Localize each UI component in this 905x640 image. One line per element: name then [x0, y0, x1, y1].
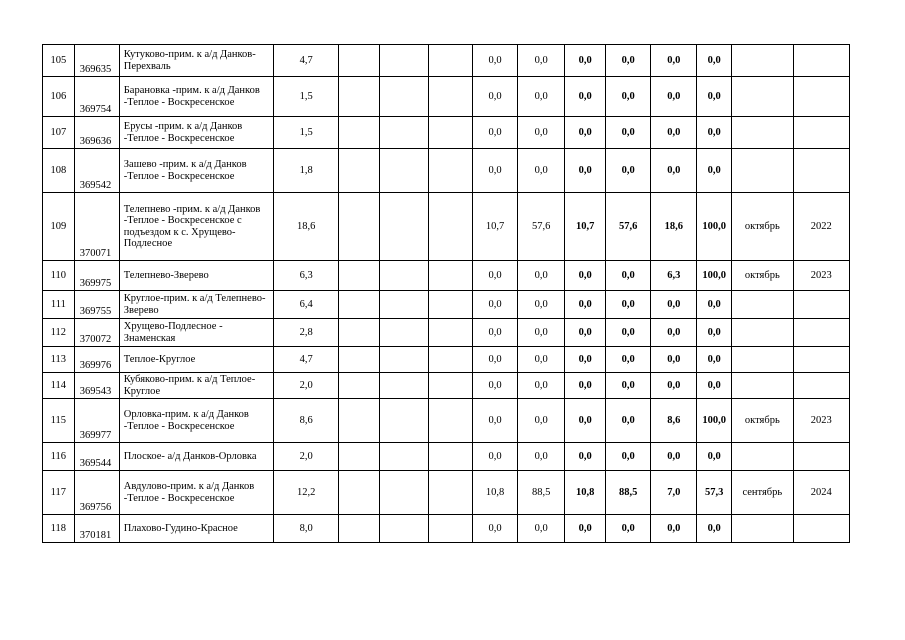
value-cell-bold: 0,0 — [565, 291, 606, 319]
repair-year — [793, 515, 849, 543]
value-cell-bold: 6,3 — [651, 261, 697, 291]
empty-cell — [379, 443, 428, 471]
value-cell-bold: 0,0 — [606, 319, 651, 347]
empty-cell — [379, 347, 428, 373]
value-cell-bold: 57,3 — [697, 471, 732, 515]
repair-month — [732, 45, 793, 77]
value-cell: 0,0 — [473, 261, 518, 291]
empty-cell — [379, 319, 428, 347]
road-length: 1,5 — [274, 77, 339, 117]
value-cell-bold: 0,0 — [697, 117, 732, 149]
road-code: 370071 — [74, 193, 119, 261]
value-cell-bold: 0,0 — [651, 77, 697, 117]
repair-year: 2023 — [793, 399, 849, 443]
value-cell-bold: 0,0 — [565, 117, 606, 149]
repair-month — [732, 443, 793, 471]
road-code: 370181 — [74, 515, 119, 543]
empty-cell — [429, 443, 473, 471]
value-cell: 0,0 — [473, 149, 518, 193]
value-cell: 0,0 — [518, 261, 565, 291]
empty-cell — [338, 515, 379, 543]
empty-cell — [429, 347, 473, 373]
repair-year — [793, 443, 849, 471]
road-code: 369975 — [74, 261, 119, 291]
empty-cell — [429, 193, 473, 261]
row-number: 110 — [43, 261, 75, 291]
repair-month: октябрь — [732, 399, 793, 443]
value-cell-bold: 0,0 — [565, 77, 606, 117]
value-cell-bold: 10,8 — [565, 471, 606, 515]
value-cell-bold: 0,0 — [697, 149, 732, 193]
road-length: 1,5 — [274, 117, 339, 149]
repair-year — [793, 319, 849, 347]
repair-year — [793, 291, 849, 319]
table-row — [43, 373, 850, 399]
value-cell-bold: 0,0 — [651, 515, 697, 543]
value-cell: 0,0 — [473, 291, 518, 319]
empty-cell — [379, 373, 428, 399]
road-length: 4,7 — [274, 45, 339, 77]
empty-cell — [429, 77, 473, 117]
empty-cell — [338, 193, 379, 261]
repair-month: октябрь — [732, 261, 793, 291]
table-body — [43, 45, 850, 543]
road-name: Теплое-Круглое — [119, 347, 274, 373]
road-code: 369636 — [74, 117, 119, 149]
value-cell-bold: 0,0 — [697, 515, 732, 543]
road-name: Телепнево-Зверево — [119, 261, 274, 291]
value-cell: 88,5 — [518, 471, 565, 515]
value-cell: 10,7 — [473, 193, 518, 261]
value-cell-bold: 0,0 — [697, 291, 732, 319]
value-cell-bold: 0,0 — [606, 291, 651, 319]
road-name: Хрущево-Подлесное - Знаменская — [119, 319, 274, 347]
empty-cell — [379, 515, 428, 543]
value-cell: 0,0 — [518, 399, 565, 443]
value-cell-bold: 10,7 — [565, 193, 606, 261]
repair-year: 2023 — [793, 261, 849, 291]
value-cell: 57,6 — [518, 193, 565, 261]
road-name: Зашево -прим. к а/д Данков -Теплое - Воскресенское — [119, 149, 274, 193]
value-cell-bold: 0,0 — [651, 443, 697, 471]
table-row — [43, 77, 850, 117]
empty-cell — [379, 77, 428, 117]
value-cell-bold: 0,0 — [606, 347, 651, 373]
empty-cell — [379, 291, 428, 319]
repair-month — [732, 319, 793, 347]
value-cell-bold: 0,0 — [606, 77, 651, 117]
value-cell-bold: 0,0 — [606, 515, 651, 543]
value-cell-bold: 0,0 — [651, 347, 697, 373]
value-cell-bold: 0,0 — [606, 149, 651, 193]
empty-cell — [429, 515, 473, 543]
table-row — [43, 443, 850, 471]
empty-cell — [338, 291, 379, 319]
road-length: 18,6 — [274, 193, 339, 261]
table-row — [43, 347, 850, 373]
row-number: 115 — [43, 399, 75, 443]
road-code: 369754 — [74, 77, 119, 117]
empty-cell — [429, 117, 473, 149]
empty-cell — [338, 261, 379, 291]
value-cell: 0,0 — [518, 347, 565, 373]
row-number: 117 — [43, 471, 75, 515]
value-cell-bold: 0,0 — [697, 319, 732, 347]
repair-year — [793, 149, 849, 193]
empty-cell — [429, 319, 473, 347]
value-cell-bold: 0,0 — [606, 261, 651, 291]
value-cell-bold: 0,0 — [651, 373, 697, 399]
value-cell: 0,0 — [518, 117, 565, 149]
value-cell-bold: 0,0 — [565, 45, 606, 77]
empty-cell — [379, 117, 428, 149]
value-cell-bold: 0,0 — [606, 45, 651, 77]
road-code: 370072 — [74, 319, 119, 347]
empty-cell — [379, 261, 428, 291]
repair-year — [793, 373, 849, 399]
repair-year — [793, 117, 849, 149]
table-row — [43, 193, 850, 261]
table-row — [43, 471, 850, 515]
value-cell: 0,0 — [473, 373, 518, 399]
road-code: 369542 — [74, 149, 119, 193]
road-length: 6,3 — [274, 261, 339, 291]
value-cell-bold: 0,0 — [565, 373, 606, 399]
road-length: 6,4 — [274, 291, 339, 319]
value-cell-bold: 0,0 — [651, 319, 697, 347]
table-row — [43, 399, 850, 443]
road-code: 369976 — [74, 347, 119, 373]
road-name: Орловка-прим. к а/д Данков -Теплое - Воскресенское — [119, 399, 274, 443]
empty-cell — [379, 193, 428, 261]
repair-year: 2022 — [793, 193, 849, 261]
value-cell: 10,8 — [473, 471, 518, 515]
road-code: 369755 — [74, 291, 119, 319]
empty-cell — [338, 347, 379, 373]
row-number: 105 — [43, 45, 75, 77]
value-cell-bold: 0,0 — [606, 399, 651, 443]
value-cell-bold: 0,0 — [565, 443, 606, 471]
road-code: 369756 — [74, 471, 119, 515]
value-cell: 0,0 — [473, 319, 518, 347]
road-length: 4,7 — [274, 347, 339, 373]
repair-month — [732, 117, 793, 149]
repair-month — [732, 77, 793, 117]
road-name: Плахово-Гудино-Красное — [119, 515, 274, 543]
table-row — [43, 117, 850, 149]
value-cell: 0,0 — [518, 373, 565, 399]
repair-month — [732, 347, 793, 373]
road-code: 369635 — [74, 45, 119, 77]
road-name: Кубяково-прим. к а/д Теплое-Круглое — [119, 373, 274, 399]
road-code: 369544 — [74, 443, 119, 471]
value-cell: 0,0 — [518, 77, 565, 117]
value-cell: 0,0 — [473, 45, 518, 77]
repair-month: сентябрь — [732, 471, 793, 515]
repair-month — [732, 373, 793, 399]
value-cell: 0,0 — [473, 117, 518, 149]
value-cell-bold: 0,0 — [697, 45, 732, 77]
value-cell-bold: 0,0 — [565, 399, 606, 443]
value-cell: 0,0 — [473, 515, 518, 543]
road-code: 369977 — [74, 399, 119, 443]
repair-year — [793, 347, 849, 373]
empty-cell — [429, 373, 473, 399]
road-name: Круглое-прим. к а/д Телепнево-Зверево — [119, 291, 274, 319]
value-cell-bold: 0,0 — [697, 443, 732, 471]
empty-cell — [338, 443, 379, 471]
value-cell-bold: 0,0 — [697, 77, 732, 117]
road-length: 2,0 — [274, 373, 339, 399]
value-cell-bold: 88,5 — [606, 471, 651, 515]
empty-cell — [379, 149, 428, 193]
value-cell-bold: 18,6 — [651, 193, 697, 261]
repair-month — [732, 515, 793, 543]
empty-cell — [379, 399, 428, 443]
road-name: Телепнево -прим. к а/д Данков -Теплое - Воскресенское с подъездом к с. Хрущево-Подлесное — [119, 193, 274, 261]
value-cell-bold: 0,0 — [651, 45, 697, 77]
value-cell-bold: 57,6 — [606, 193, 651, 261]
row-number: 107 — [43, 117, 75, 149]
value-cell-bold: 0,0 — [565, 319, 606, 347]
row-number: 111 — [43, 291, 75, 319]
empty-cell — [429, 291, 473, 319]
repair-year — [793, 77, 849, 117]
value-cell-bold: 0,0 — [697, 373, 732, 399]
road-length: 1,8 — [274, 149, 339, 193]
row-number: 108 — [43, 149, 75, 193]
row-number: 118 — [43, 515, 75, 543]
value-cell-bold: 0,0 — [697, 347, 732, 373]
repair-month: октябрь — [732, 193, 793, 261]
table-row — [43, 149, 850, 193]
empty-cell — [338, 471, 379, 515]
row-number: 113 — [43, 347, 75, 373]
repair-month — [732, 149, 793, 193]
value-cell-bold: 7,0 — [651, 471, 697, 515]
empty-cell — [429, 399, 473, 443]
value-cell: 0,0 — [473, 347, 518, 373]
value-cell-bold: 100,0 — [697, 193, 732, 261]
road-name: Кутуково-прим. к а/д Данков-Перехваль — [119, 45, 274, 77]
value-cell: 0,0 — [518, 45, 565, 77]
empty-cell — [429, 261, 473, 291]
row-number: 112 — [43, 319, 75, 347]
road-length: 8,6 — [274, 399, 339, 443]
value-cell-bold: 0,0 — [565, 149, 606, 193]
road-name: Плоское- а/д Данков-Орловка — [119, 443, 274, 471]
value-cell-bold: 0,0 — [606, 373, 651, 399]
road-length: 2,0 — [274, 443, 339, 471]
repair-month — [732, 291, 793, 319]
value-cell: 0,0 — [518, 319, 565, 347]
road-name: Авдулово-прим. к а/д Данков -Теплое - Воскресенское — [119, 471, 274, 515]
empty-cell — [429, 471, 473, 515]
row-number: 106 — [43, 77, 75, 117]
value-cell-bold: 100,0 — [697, 261, 732, 291]
table-row — [43, 515, 850, 543]
value-cell-bold: 0,0 — [651, 149, 697, 193]
value-cell: 0,0 — [518, 291, 565, 319]
empty-cell — [429, 149, 473, 193]
table-row — [43, 261, 850, 291]
value-cell: 0,0 — [518, 515, 565, 543]
table-row — [43, 45, 850, 77]
road-length: 2,8 — [274, 319, 339, 347]
repair-year — [793, 45, 849, 77]
road-name: Барановка -прим. к а/д Данков -Теплое - Воскресенское — [119, 77, 274, 117]
value-cell-bold: 0,0 — [651, 291, 697, 319]
empty-cell — [379, 471, 428, 515]
value-cell: 0,0 — [518, 149, 565, 193]
repair-year: 2024 — [793, 471, 849, 515]
road-length: 12,2 — [274, 471, 339, 515]
empty-cell — [338, 319, 379, 347]
table-row — [43, 291, 850, 319]
road-code: 369543 — [74, 373, 119, 399]
value-cell-bold: 8,6 — [651, 399, 697, 443]
table-row — [43, 319, 850, 347]
value-cell: 0,0 — [473, 443, 518, 471]
empty-cell — [379, 45, 428, 77]
value-cell: 0,0 — [518, 443, 565, 471]
empty-cell — [338, 117, 379, 149]
value-cell-bold: 0,0 — [565, 347, 606, 373]
empty-cell — [338, 45, 379, 77]
value-cell: 0,0 — [473, 399, 518, 443]
road-length: 8,0 — [274, 515, 339, 543]
row-number: 109 — [43, 193, 75, 261]
value-cell-bold: 0,0 — [565, 515, 606, 543]
empty-cell — [338, 373, 379, 399]
empty-cell — [338, 77, 379, 117]
value-cell-bold: 100,0 — [697, 399, 732, 443]
row-number: 114 — [43, 373, 75, 399]
empty-cell — [429, 45, 473, 77]
value-cell-bold: 0,0 — [651, 117, 697, 149]
empty-cell — [338, 149, 379, 193]
row-number: 116 — [43, 443, 75, 471]
value-cell-bold: 0,0 — [606, 443, 651, 471]
roads-table — [42, 44, 850, 543]
empty-cell — [338, 399, 379, 443]
value-cell-bold: 0,0 — [606, 117, 651, 149]
value-cell: 0,0 — [473, 77, 518, 117]
road-name: Ерусы -прим. к а/д Данков -Теплое - Воскресенское — [119, 117, 274, 149]
value-cell-bold: 0,0 — [565, 261, 606, 291]
